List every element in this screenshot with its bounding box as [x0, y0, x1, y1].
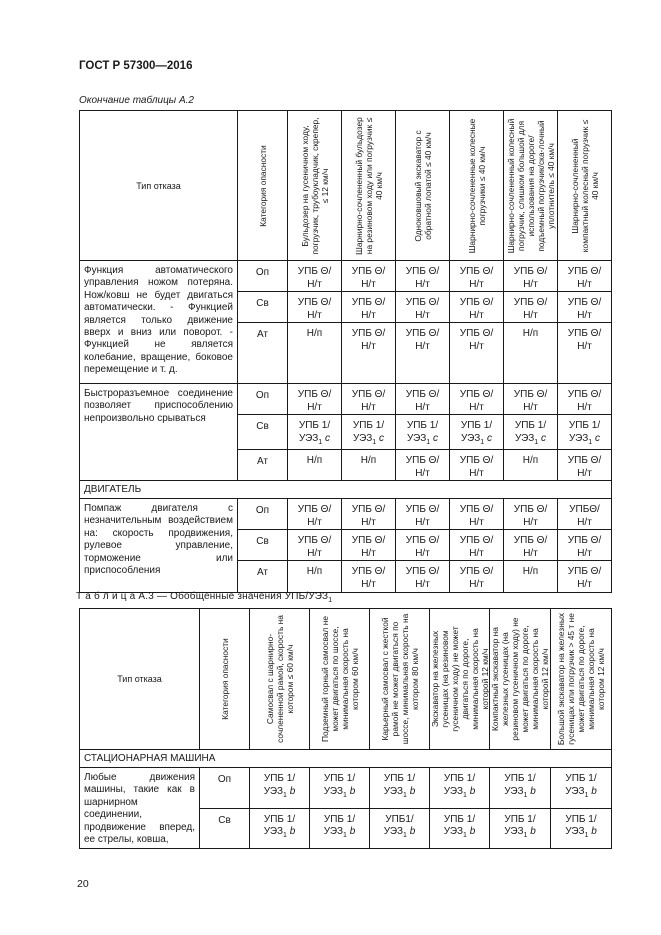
value-cell: УПБ Θ/ Н/т — [342, 499, 396, 530]
value-cell: УПБ Θ/ Н/т — [504, 499, 558, 530]
value-cell: Н/п — [342, 450, 396, 481]
table-header-row — [80, 609, 612, 750]
machine-header: Компактный экскаватор на железных гусеницах (на резиновом гусеничном ходу) не может двигаться по дороге, минимальная скорость на которой 12 км/ч — [490, 609, 551, 750]
hazard-category: Оп — [238, 261, 288, 292]
value-cell: УПБ 1/ $УЭЗ_1$ с — [396, 415, 450, 450]
value-cell: УПБ Θ/ Н/т — [342, 323, 396, 384]
table-a3 — [79, 608, 612, 849]
value-cell: УПБ Θ/ Н/т — [504, 292, 558, 323]
value-cell: УПБ 1/ $УЭЗ_1$ b — [430, 768, 490, 809]
value-cell: УПБ Θ/ Н/т — [558, 530, 612, 561]
value-cell: УПБ Θ/ Н/т — [504, 530, 558, 561]
section-row — [80, 481, 612, 499]
value-cell: УПБ Θ/ Н/т — [450, 292, 504, 323]
value-cell: УПБ 1/ $УЭЗ_1$ с — [288, 415, 342, 450]
value-cell: УПБ 1/ $УЭЗ_1$ b — [250, 768, 310, 809]
hazard-category-header: Категория опасности — [238, 111, 288, 261]
value-cell: УПБ Θ/ Н/т — [450, 323, 504, 384]
value-cell: УПБ Θ/ Н/т — [450, 450, 504, 481]
failure-description: Помпаж двигателя с незначительным воздействием на: скорость продвижения, рулевое управление, торможение или приспособления — [80, 499, 238, 593]
value-cell: УПБ Θ/ Н/т — [450, 261, 504, 292]
hazard-category: Ат — [238, 450, 288, 481]
value-cell: Н/п — [504, 323, 558, 384]
value-cell: УПБ 1/ $УЭЗ_1$ b — [490, 808, 551, 849]
value-cell: Н/п — [288, 450, 342, 481]
value-cell: УПБ Θ/ Н/т — [504, 384, 558, 415]
value-cell: УПБ 1/ $УЭЗ_1$ с — [558, 415, 612, 450]
value-cell: УПБ 1/ $УЭЗ_1$ b — [551, 808, 612, 849]
value-cell: УПБ Θ/ Н/т — [288, 499, 342, 530]
hazard-category: Оп — [238, 499, 288, 530]
machine-header: Шарнирно-сочлененный компактный колесный погрузчик ≤ 40 км/ч — [558, 111, 612, 261]
table-a3-caption: Т а б л и ц а А.3 — Обобщенные значения УПБ/$УЭЗ_1$ — [76, 591, 333, 604]
value-cell: Н/п — [504, 561, 558, 593]
section-title-stationary: СТАЦИОНАРНАЯ МАШИНА — [80, 750, 612, 768]
value-cell: УПБ Θ/ Н/т — [558, 450, 612, 481]
hazard-category: Св — [200, 808, 250, 849]
value-cell: УПБ Θ/ Н/т — [396, 261, 450, 292]
value-cell: УПБ Θ/ Н/т — [558, 261, 612, 292]
section-title-engine: ДВИГАТЕЛЬ — [80, 481, 612, 499]
value-cell: УПБ 1/ $УЭЗ_1$ b — [250, 808, 310, 849]
table-row — [80, 499, 612, 530]
value-cell: УПБ1/ $УЭЗ_1$ b — [370, 808, 430, 849]
value-cell: УПБ Θ/ Н/т — [450, 530, 504, 561]
value-cell: УПБ 1/ $УЭЗ_1$ b — [551, 768, 612, 809]
machine-header: Экскаватор на железных гусеницах (на резиновом гусеничном ходу) не может двигаться по дороге, минимальная скорость на которой 12 км/ч — [430, 609, 490, 750]
machine-header: Бульдозер на гусеничном ходу, погрузчик, трубоукладчик, скрепер, ≤ 12 км/ч — [288, 111, 342, 261]
table-row — [80, 384, 612, 415]
value-cell: УПБ 1/ $УЭЗ_1$ b — [370, 768, 430, 809]
hazard-category: Оп — [238, 384, 288, 415]
machine-header: Одноковшовый экскаватор с обратной лопатой ≤ 40 км/ч — [396, 111, 450, 261]
machine-header: Шарнирно-сочлененный колесный погрузчик, слишком большой для использования на дороге/подъемный погрузчик/ска-лочный уплотнитель ≤ 40 км/ч — [504, 111, 558, 261]
table-row — [80, 768, 612, 809]
value-cell: УПБ Θ/ Н/т — [342, 561, 396, 593]
value-cell: УПБ 1/ $УЭЗ_1$ b — [430, 808, 490, 849]
failure-description: Функция автоматического управления ножом потеряна. Нож/ковш не будет двигаться автоматически. - Функцией является только движение вверх и вниз или поворот. - Функцией не является колебание, вращение, боковое перемещение и т. д. — [80, 261, 238, 384]
value-cell: УПБ Θ/ Н/т — [450, 561, 504, 593]
hazard-category: Св — [238, 530, 288, 561]
value-cell: УПБ 1/ $УЭЗ_1$ b — [310, 768, 370, 809]
machine-header: Подземный горный самосвал не может двигаться по шоссе, минимальная скорость на котором 60 км/ч — [310, 609, 370, 750]
machine-header: Большой экскаватор на железных гусеницах или погрузчик > 45 т не может двигаться по дороге, минимальная скорость на котором 12 км/ч — [551, 609, 612, 750]
value-cell: УПБΘ/ Н/т — [558, 499, 612, 530]
failure-type-header: Тип отказа — [80, 609, 200, 750]
value-cell: УПБ Θ/ Н/т — [558, 323, 612, 384]
section-row — [80, 750, 612, 768]
value-cell: УПБ 1/ $УЭЗ_1$ с — [450, 415, 504, 450]
table-row — [80, 261, 612, 292]
value-cell: УПБ Θ/ Н/т — [396, 292, 450, 323]
hazard-category: Оп — [200, 768, 250, 809]
hazard-category: Ат — [238, 323, 288, 384]
value-cell: УПБ Θ/ Н/т — [288, 292, 342, 323]
machine-header: Шарнирно-сочлененные колесные погрузчики ≤ 40 км/ч — [450, 111, 504, 261]
value-cell: УПБ 1/ $УЭЗ_1$ с — [342, 415, 396, 450]
table-header-row — [80, 111, 612, 261]
value-cell: Н/п — [504, 450, 558, 481]
value-cell: УПБ Θ/ Н/т — [342, 292, 396, 323]
value-cell: УПБ Θ/ Н/т — [558, 292, 612, 323]
hazard-category: Св — [238, 415, 288, 450]
hazard-category: Ат — [238, 561, 288, 593]
value-cell: УПБ 1/ $УЭЗ_1$ b — [490, 768, 551, 809]
table-continuation-caption: Окончание таблицы А.2 — [79, 95, 194, 106]
machine-header: Карьерный самосвал с жесткой рамой не может двигаться по шоссе, минимальная скорость на котором 80 км/ч — [370, 609, 430, 750]
value-cell: УПБ Θ/ Н/т — [396, 561, 450, 593]
machine-header: Самосвал с шарнирно-сочлененной рамой, скорость на котором ≤ 60 км/ч — [250, 609, 310, 750]
value-cell: УПБ Θ/ Н/т — [396, 499, 450, 530]
value-cell: УПБ Θ/ Н/т — [342, 530, 396, 561]
value-cell: Н/п — [288, 561, 342, 593]
value-cell: УПБ 1/ $УЭЗ_1$ b — [310, 808, 370, 849]
value-cell: УПБ Θ/ Н/т — [288, 261, 342, 292]
value-cell: УПБ Θ/ Н/т — [288, 384, 342, 415]
value-cell: УПБ Θ/ Н/т — [396, 323, 450, 384]
value-cell: УПБ Θ/ Н/т — [342, 384, 396, 415]
page-number: 20 — [77, 878, 89, 890]
value-cell: УПБ Θ/ Н/т — [558, 384, 612, 415]
value-cell: УПБ 1/ $УЭЗ_1$ с — [504, 415, 558, 450]
value-cell: УПБ Θ/ Н/т — [342, 261, 396, 292]
document-header: ГОСТ Р 57300—2016 — [79, 60, 193, 72]
failure-description: Любые движения машины, такие как в шарнирном соединении, продвижение вперед, ее стрелы, ковша, — [80, 768, 200, 849]
value-cell: УПБ Θ/ Н/т — [450, 384, 504, 415]
value-cell: УПБ Θ/ Н/т — [450, 499, 504, 530]
value-cell: УПБ Θ/ Н/т — [504, 261, 558, 292]
hazard-category: Св — [238, 292, 288, 323]
value-cell: УПБ Θ/ Н/т — [288, 530, 342, 561]
value-cell: УПБ Θ/ Н/т — [396, 450, 450, 481]
machine-header: Шарнирно-сочлененный бульдозер на резиновом ходу или погрузчик ≤ 40 км/ч — [342, 111, 396, 261]
failure-type-header: Тип отказа — [80, 111, 238, 261]
value-cell: УПБ Θ/ Н/т — [396, 384, 450, 415]
value-cell: УПБ Θ/ Н/т — [396, 530, 450, 561]
value-cell: УПБ Θ/ Н/т — [558, 561, 612, 593]
hazard-category-header: Категория опасности — [200, 609, 250, 750]
value-cell: Н/п — [288, 323, 342, 384]
failure-description: Быстроразъемное соединение позволяет приспособлению непроизвольно срываться — [80, 384, 238, 481]
table-a2 — [79, 110, 612, 593]
